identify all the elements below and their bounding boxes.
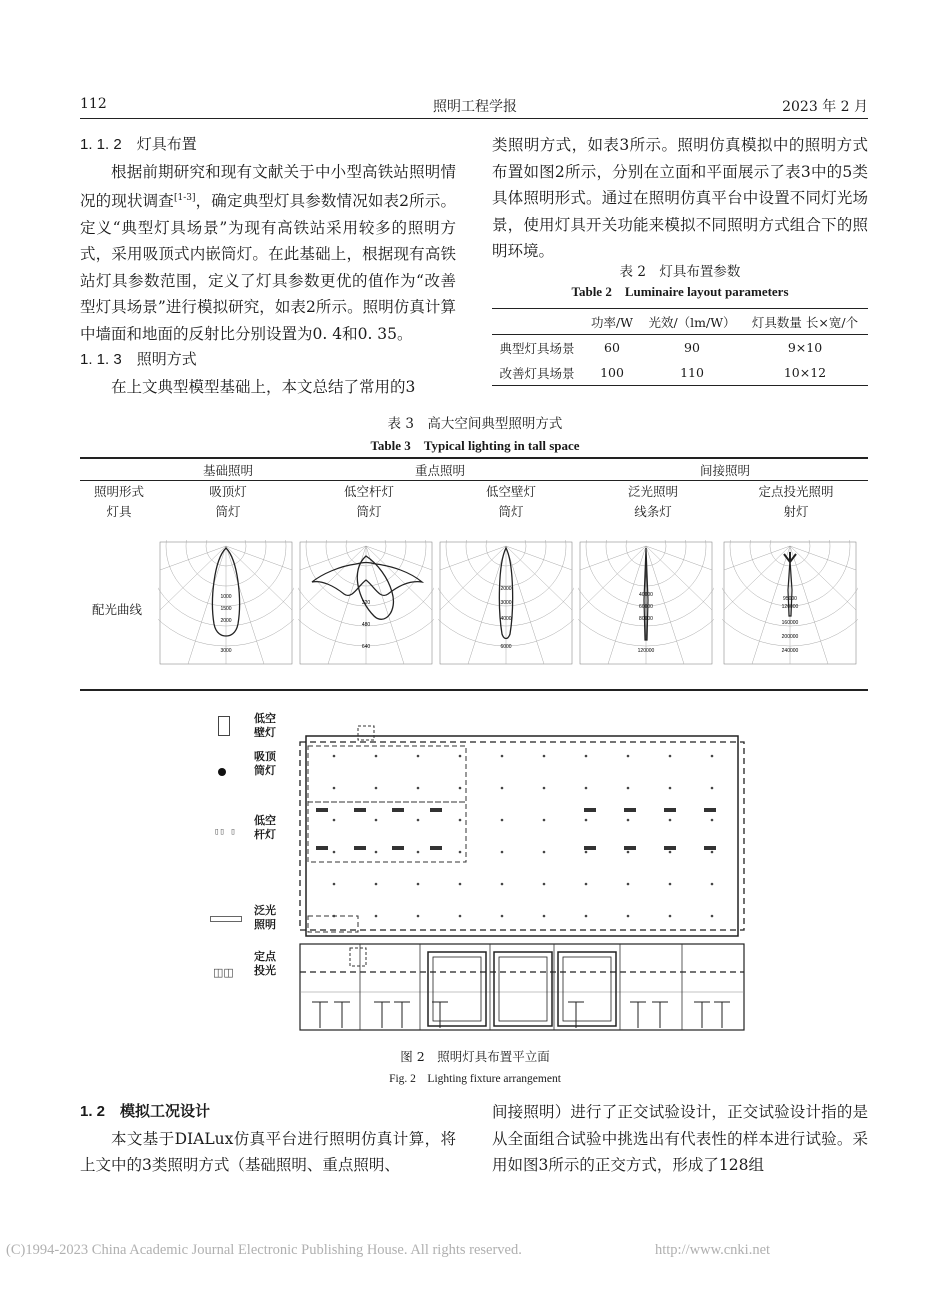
- table-group-row: [80, 460, 868, 481]
- downlight-dot: [501, 915, 504, 918]
- downlight-dot: [711, 851, 714, 854]
- downlight-dot: [333, 755, 336, 758]
- figure-2-layout-drawing: [290, 722, 746, 1034]
- polar-label: 120000: [781, 604, 799, 610]
- spotlight-icon: ◫◫: [213, 966, 234, 979]
- pole-light-mark: [354, 846, 366, 850]
- pole-light-mark: [430, 846, 442, 850]
- downlight-dot: [375, 883, 378, 886]
- downlight-dot: [417, 883, 420, 886]
- polar-label: 2000: [500, 586, 512, 592]
- downlight-dot: [375, 787, 378, 790]
- downlight-dot: [627, 851, 630, 854]
- paragraph-lighting-mode-cont: 类照明方式，如表3所示。照明仿真模拟中的照明方式布置如图2所示，分别在立面和平面展示了表3中的5类具体照明形式。通过在照明仿真平台中设置不同灯光场景，使用灯具开关功能来模拟不同照明方式组合下的照明环境。: [492, 136, 868, 260]
- legend-label-spotlight: 定点投光: [254, 951, 276, 977]
- downlight-dot: [333, 819, 336, 822]
- downlight-dot: [585, 819, 588, 822]
- figure-2-caption-en: Fig. 2 Lighting fixture arrangement: [389, 1073, 561, 1085]
- table-3-bottom-rule: [80, 689, 868, 691]
- polar-label: 2000: [220, 618, 232, 624]
- table-cell: 改善灯具场景: [499, 365, 575, 381]
- downlight-dot: [501, 819, 504, 822]
- pole-light-mark: [704, 808, 716, 812]
- section-1-1-3-heading: 1. 1. 3 照明方式: [80, 351, 197, 369]
- polar-label: 480: [361, 622, 371, 628]
- legend-label-wall-light: 低空壁灯: [254, 713, 276, 739]
- figure-2-caption-cn: 图 2 照明灯具布置平立面: [400, 1049, 550, 1064]
- journal-title: 照明工程学报: [433, 99, 517, 115]
- page-number: 112: [80, 96, 107, 112]
- polar-label: 120000: [637, 648, 655, 654]
- pole-light-mark: [392, 808, 404, 812]
- downlight-dot: [417, 787, 420, 790]
- downlight-dot: [669, 883, 672, 886]
- distribution-curve-wings: [312, 563, 422, 596]
- legend-label-downlight: 吸顶筒灯: [254, 751, 276, 777]
- left-column: [80, 132, 456, 400]
- elevation-pole-light: [714, 1002, 730, 1028]
- polar-label: 240000: [781, 648, 799, 654]
- polar-label: 3000: [500, 600, 512, 606]
- pole-light-grid: [316, 808, 716, 850]
- pole-light-mark: [704, 846, 716, 850]
- table-cell: 定点投光照明: [758, 484, 834, 499]
- table-group-cell: 间接照明: [699, 463, 750, 478]
- section-1-2-right: [492, 1099, 868, 1179]
- light-distribution-label: 配光曲线: [92, 602, 143, 617]
- table-group-cell: 基础照明: [202, 463, 253, 478]
- downlight-dot: [459, 883, 462, 886]
- elevation-pole-light: [694, 1002, 710, 1028]
- downlight-dot: [711, 787, 714, 790]
- table-cell: 射灯: [783, 504, 809, 519]
- downlight-dot: [669, 787, 672, 790]
- table-cell: 低空壁灯: [485, 484, 536, 499]
- polar-plot-floodlight: [578, 540, 714, 676]
- downlight-dot: [627, 883, 630, 886]
- table-cell: 10×12: [783, 365, 827, 380]
- table-cell: 低空杆灯: [343, 484, 394, 499]
- elevation-pole-light: [374, 1002, 390, 1028]
- table-row: [80, 481, 868, 502]
- polar-label: 6000: [500, 644, 512, 650]
- pole-light-zone: [308, 802, 466, 862]
- table-row-label: 照明形式: [93, 484, 144, 499]
- elevation-pole-light: [334, 1002, 350, 1028]
- downlight-dot: [627, 787, 630, 790]
- downlight-dot: [669, 851, 672, 854]
- downlight-dot: [333, 883, 336, 886]
- table-row: [492, 360, 868, 386]
- table-cell: 筒灯: [356, 504, 382, 519]
- table-cell: 泛光照明: [627, 484, 678, 499]
- downlight-dot: [711, 915, 714, 918]
- elevation-view: [300, 944, 744, 1030]
- downlight-dot: [417, 819, 420, 822]
- downlight-dot: [543, 787, 546, 790]
- spotlight-marker: [350, 948, 366, 966]
- pole-light-mark: [584, 808, 596, 812]
- table-cell: 100: [600, 365, 624, 380]
- pole-light-mark: [354, 808, 366, 812]
- table-row: [80, 501, 868, 521]
- polar-plot-spotlight: [722, 540, 858, 676]
- downlight-dot: [375, 755, 378, 758]
- table-2: [492, 262, 868, 386]
- downlight-dot: [543, 755, 546, 758]
- floor-plan: [300, 726, 744, 936]
- table-cell: 9×10: [787, 340, 823, 355]
- pole-light-mark: [392, 846, 404, 850]
- downlight-dot: [333, 851, 336, 854]
- downlight-dot: [333, 787, 336, 790]
- elevation-pole-light: [630, 1002, 646, 1028]
- pole-light-mark: [316, 846, 328, 850]
- elevation-poles: [312, 1002, 730, 1028]
- downlight-dot: [627, 755, 630, 758]
- downlight-dot: [627, 819, 630, 822]
- downlight-dot: [459, 851, 462, 854]
- legend-label-pole-light: 低空杆灯: [254, 815, 276, 841]
- table-cell: 线条灯: [634, 504, 672, 519]
- downlight-dot: [711, 883, 714, 886]
- table-3-caption-cn: 表 3 高大空间典型照明方式: [387, 416, 563, 432]
- table-cell: 110: [680, 365, 704, 380]
- polar-label: 80000: [639, 616, 653, 622]
- downlight-dot: [333, 915, 336, 918]
- downlight-dot: [501, 787, 504, 790]
- elevation-pole-light: [312, 1002, 328, 1028]
- downlight-dot: [459, 915, 462, 918]
- elevation-pole-light: [432, 1002, 448, 1028]
- downlight-grid: [333, 755, 714, 918]
- downlight-dot: [711, 755, 714, 758]
- downlight-dot: [501, 851, 504, 854]
- downlight-dot: [543, 819, 546, 822]
- downlight-dot: [669, 819, 672, 822]
- polar-label: 1500: [220, 606, 232, 612]
- pole-light-mark: [430, 808, 442, 812]
- polar-plot-pole-light: [298, 540, 434, 676]
- downlight-dot: [375, 819, 378, 822]
- downlight-dot: [501, 883, 504, 886]
- downlight-icon: [218, 768, 226, 776]
- cnki-url: http://www.cnki.net: [655, 1242, 771, 1258]
- right-column: [492, 132, 868, 265]
- table-group-cell: 重点照明: [414, 463, 465, 478]
- table-cell: 吸顶灯: [209, 484, 247, 499]
- polar-label: 200000: [781, 634, 799, 640]
- downlight-dot: [375, 851, 378, 854]
- polar-label: 40000: [639, 592, 653, 598]
- downlight-dot: [585, 851, 588, 854]
- downlight-dot: [417, 755, 420, 758]
- polar-label: 3000: [220, 648, 232, 654]
- table-row: [492, 335, 868, 361]
- copyright-notice: (C)1994-2023 China Academic Journal Electronic Publishing House. All rights reserved.: [6, 1242, 522, 1258]
- table-header-cell: 灯具数量 长×宽/个: [751, 314, 859, 330]
- header-rule: [80, 118, 868, 119]
- downlight-dot: [627, 915, 630, 918]
- polar-plot-ceiling-downlight: [158, 540, 294, 676]
- table-cell: 典型灯具场景: [499, 340, 575, 356]
- table-3-caption-en: Table 3 Typical lighting in tall space: [370, 438, 580, 453]
- downlight-dot: [417, 915, 420, 918]
- downlight-dot: [585, 883, 588, 886]
- table-cell: 筒灯: [498, 504, 524, 519]
- table-cell-empty: [80, 460, 158, 481]
- polar-label: 60000: [639, 604, 653, 610]
- downlight-dot: [459, 787, 462, 790]
- pole-light-mark: [624, 846, 636, 850]
- pole-light-mark: [664, 808, 676, 812]
- downlight-zone: [308, 746, 466, 802]
- table-2-caption-cn: 表 2 灯具布置参数: [619, 264, 741, 280]
- downlight-dot: [543, 883, 546, 886]
- polar-label: 640: [361, 644, 371, 650]
- downlight-dot: [585, 787, 588, 790]
- downlight-dot: [459, 819, 462, 822]
- elevation-pole-light: [394, 1002, 410, 1028]
- section-1-2-heading: 1. 2 模拟工况设计: [80, 1103, 211, 1120]
- para-text-b: ，确定典型灯具参数情况如表2所示。定义“典型灯具场景”为现有高铁站采用较多的照明方式，采用吸顶式内嵌筒灯。在此基础上，根据现有高铁站灯具参数范围，定义了灯具参数更优的值作为“改善型灯具场景”进行模拟研究，如表2所示。照明仿真计算中墙面和地面的反射比分别设置为0. 4和0. 35。: [80, 192, 456, 343]
- downlight-dot: [501, 755, 504, 758]
- polar-plot-wall-light: [438, 540, 574, 676]
- downlight-dot: [711, 819, 714, 822]
- polar-label: 1000: [220, 594, 232, 600]
- table-2-grid: [492, 308, 868, 386]
- table-header-cell: 功率/W: [590, 314, 634, 330]
- wall-light-icon: [218, 716, 230, 736]
- issue-date: 2023 年 2 月: [782, 99, 868, 115]
- polar-label: 95000: [783, 596, 797, 602]
- downlight-dot: [543, 851, 546, 854]
- polar-label: 4000: [500, 616, 512, 622]
- pole-light-mark: [624, 808, 636, 812]
- pole-light-mark: [584, 846, 596, 850]
- downlight-dot: [585, 915, 588, 918]
- table-header-row: [492, 309, 868, 335]
- table-3-grid: [80, 460, 868, 521]
- table-header-cell: [492, 309, 582, 335]
- table-header-cell: 光效/（lm/W）: [648, 314, 736, 330]
- table-cell: 筒灯: [215, 504, 241, 519]
- table-cell: 90: [684, 340, 700, 355]
- table-cell: 60: [604, 340, 620, 355]
- elevation-pole-light: [652, 1002, 668, 1028]
- citation: [1-3]: [173, 193, 196, 203]
- downlight-dot: [417, 851, 420, 854]
- downlight-dot: [459, 755, 462, 758]
- floodlight-icon: [210, 916, 242, 922]
- downlight-dot: [669, 915, 672, 918]
- downlight-dot: [585, 755, 588, 758]
- elevation-doors: [428, 952, 616, 1026]
- legend-label-floodlight: 泛光照明: [254, 905, 276, 931]
- wall-light-marker: [358, 726, 374, 740]
- pole-light-icon: ▯▯ ▯: [214, 827, 236, 837]
- polar-label: 320: [361, 600, 371, 606]
- polar-grid: [158, 540, 294, 664]
- downlight-dot: [543, 915, 546, 918]
- para-text-a: 根据前期研究和现有文献关于中小型高铁站照明情况的现状调查: [80, 162, 456, 211]
- paragraph-simulation-design: 本文基于DIALux仿真平台进行照明仿真计算，将上文中的3类照明方式（基础照明、重点照明、: [80, 1129, 456, 1174]
- pole-light-mark: [316, 808, 328, 812]
- paragraph-simulation-design-cont: 间接照明）进行了正交试验设计，正交试验设计指的是从全面组合试验中挑选出有代表性的样本进行试验。采用如图3所示的正交方式，形成了128组: [492, 1103, 868, 1174]
- table-2-caption-en: Table 2 Luminaire layout parameters: [571, 284, 789, 299]
- downlight-dot: [375, 915, 378, 918]
- section-1-2-left: [80, 1099, 456, 1179]
- elevation-pole-light: [568, 1002, 584, 1028]
- table-row-label: 灯具: [106, 504, 132, 519]
- polar-label: 160000: [781, 620, 799, 626]
- paragraph-luminaire-layout: [80, 159, 456, 348]
- downlight-dot: [669, 755, 672, 758]
- table-3-top-rule: [80, 457, 868, 459]
- section-1-1-2-heading: 1. 1. 2 灯具布置: [80, 136, 197, 153]
- pole-light-mark: [664, 846, 676, 850]
- paragraph-lighting-mode: 在上文典型模型基础上，本文总结了常用的3: [111, 377, 416, 396]
